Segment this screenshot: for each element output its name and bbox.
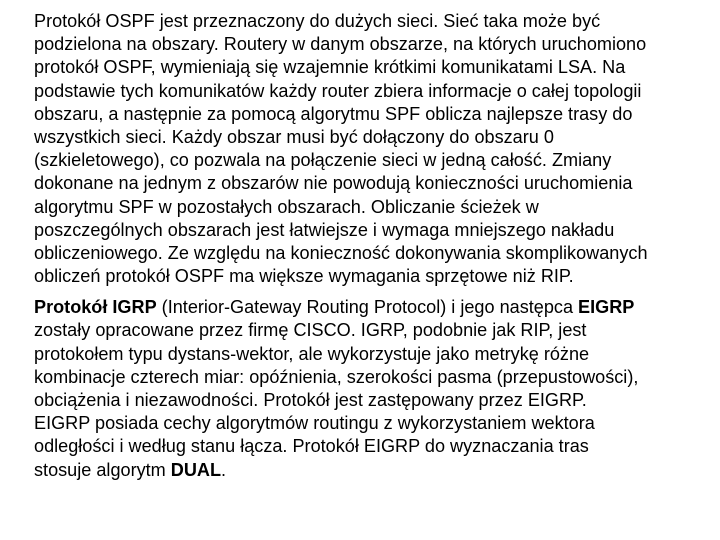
bold-term-dual: DUAL (170, 459, 222, 480)
text-span: . (221, 459, 227, 480)
document-body (34, 10, 718, 482)
text-span: stosuje algorytm (34, 459, 171, 480)
paragraph-igrp (34, 296, 718, 482)
text-line: odległości i według stanu łącza. Protokół EIGRP do wyznaczania tras (34, 436, 589, 457)
paragraph-ospf (34, 10, 718, 288)
text-line: (szkieletowego), co pozwala na połączenie sieci w jedną całość. Zmiany (34, 150, 612, 171)
text-line: Protokół OSPF jest przeznaczony do dużych sieci. Sieć taka może być (34, 11, 601, 31)
text-line: dokonane na jednym z obszarów nie powodują konieczności uruchomienia (34, 173, 633, 194)
text-line: algorytmu SPF w pozostałych obszarach. Obliczanie ścieżek w (34, 196, 539, 217)
text-line: wszystkich sieci. Każdy obszar musi być dołączony do obszaru 0 (34, 126, 554, 147)
text-line: zostały opracowane przez firmę CISCO. IGRP, podobnie jak RIP, jest (34, 320, 587, 341)
text-line (34, 296, 718, 319)
text-line (34, 459, 718, 482)
bold-term-igrp: Protokół IGRP (34, 297, 157, 318)
text-line: obliczeń protokół OSPF ma większe wymagania sprzętowe niż RIP. (34, 266, 574, 287)
text-line: obszaru, a następnie za pomocą algorytmu SPF oblicza najlepsze trasy do (34, 103, 633, 124)
text-line: podzielona na obszary. Routery w danym obszarze, na których uruchomiono (34, 34, 647, 55)
text-line: obciążenia i niezawodności. Protokół jest zastępowany przez EIGRP. (34, 390, 587, 410)
text-line: protokołem typu dystans-wektor, ale wykorzystuje jako metrykę różne (34, 343, 590, 364)
text-span: (Interior-Gateway Routing Protocol) i jego następca (156, 297, 579, 318)
bold-term-eigrp: EIGRP (578, 297, 635, 318)
text-line: kombinacje czterech miar: opóźnienia, szerokości pasma (przepustowości), (34, 366, 639, 387)
text-line: obliczeniowego. Ze względu na konieczność dokonywania skomplikowanych (34, 242, 648, 263)
text-line: EIGRP posiada cechy algorytmów routingu z wykorzystaniem wektora (34, 413, 595, 434)
text-line: podstawie tych komunikatów każdy router zbiera informacje o całej topologii (34, 80, 642, 101)
text-line: protokół OSPF, wymieniają się wzajemnie krótkimi komunikatami LSA. Na (34, 57, 626, 78)
text-line: poszczególnych obszarach jest łatwiejsze i wymaga mniejszego nakładu (34, 219, 615, 240)
